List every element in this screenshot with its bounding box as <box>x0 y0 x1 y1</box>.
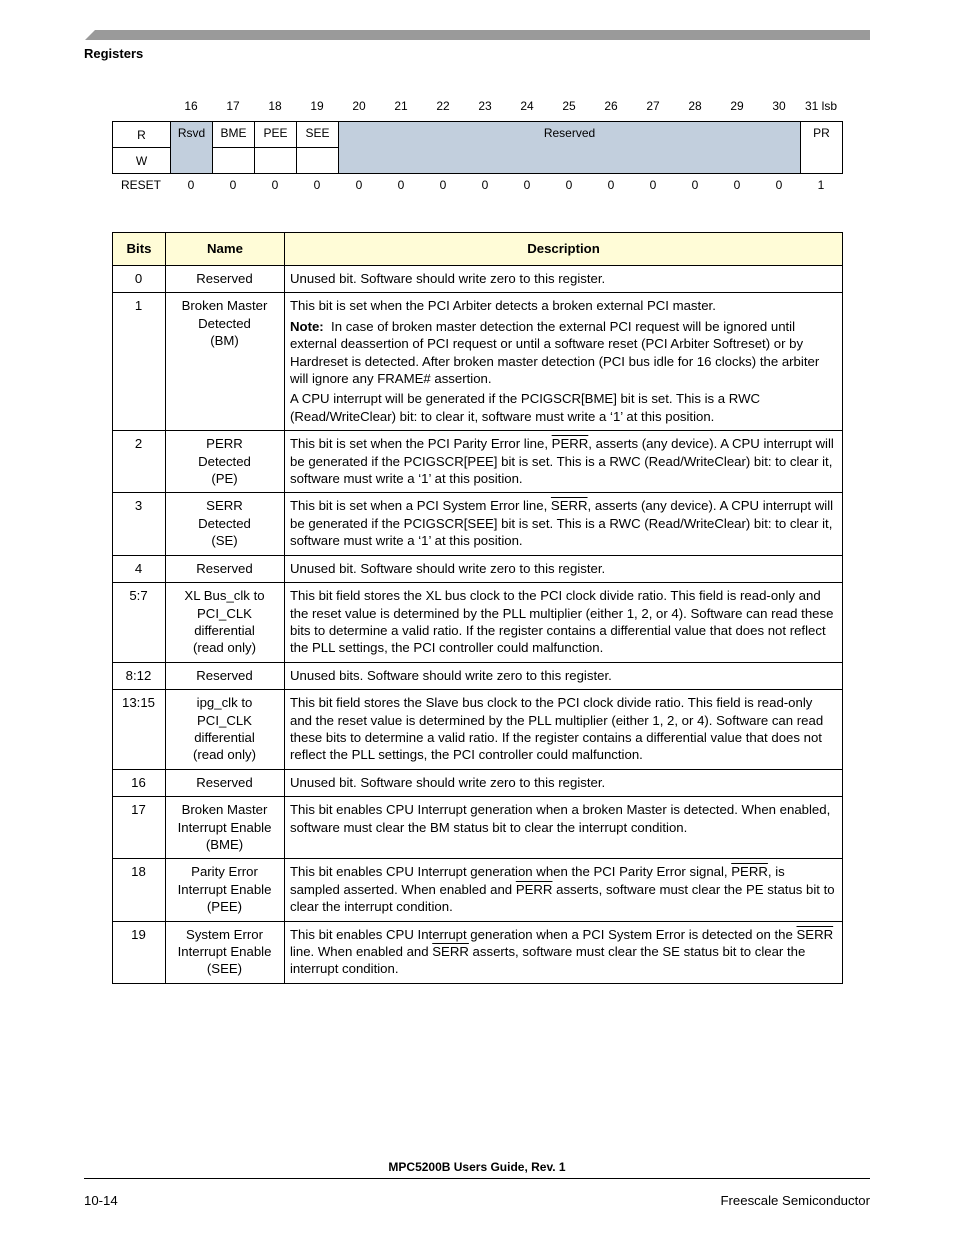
description-cell: This bit is set when a PCI System Error line, SERR, asserts (any device). A CPU interrupt will be generated if the PCIGSCR[SEE] bit is set. This is a RWC (Read/WriteClear) bit: to clear it, software must write a ‘1’ at this position. <box>285 493 843 555</box>
bit-number: 24 <box>520 99 534 113</box>
bit-number: 30 <box>772 99 786 113</box>
description-cell: This bit enables CPU Interrupt generation when a broken Master is detected. When enabled, software must clear the BM status bit to clear the interrupt condition. <box>285 797 843 859</box>
field-pee-write <box>255 148 297 174</box>
table-row <box>113 266 843 293</box>
field-bme-write <box>213 148 255 174</box>
name-cell: Broken Master Detected (BM) <box>166 293 285 431</box>
table-row <box>113 583 843 663</box>
description-cell: Unused bit. Software should write zero to this register. <box>285 555 843 582</box>
table-row <box>113 797 843 859</box>
page-number: 10-14 <box>84 1193 118 1208</box>
register-diagram <box>112 121 843 174</box>
name-cell: Parity Error Interrupt Enable (PEE) <box>166 859 285 921</box>
description-cell: This bit enables CPU Interrupt generation when a PCI System Error is detected on the SERR line. When enabled and SERR asserts, software must clear the SE status bit to clear the interrupt condition. <box>285 921 843 983</box>
header-bar <box>85 30 870 40</box>
note: Note: In case of broken master detection the external PCI request will be ignored until external deassertion of PCI request or until a software reset (PCI Arbiter Softreset) or by Hardreset is detected. After broken master detection (PCI bus idle for 16 clocks) the arbiter will ignore any FRAME# assertion. <box>290 318 820 387</box>
bit-number: 23 <box>478 99 492 113</box>
name-cell: Broken Master Interrupt Enable (BME) <box>166 797 285 859</box>
bits-cell: 4 <box>113 555 166 582</box>
company-name: Freescale Semiconductor <box>720 1193 870 1208</box>
name-cell: Reserved <box>166 769 285 796</box>
table-row <box>113 690 843 770</box>
reset-value: 0 <box>775 178 783 192</box>
reset-value: 0 <box>565 178 573 192</box>
reset-value: 0 <box>355 178 363 192</box>
table-row <box>113 859 843 921</box>
reset-value: 0 <box>397 178 405 192</box>
reset-value: 0 <box>733 178 741 192</box>
reset-value: 0 <box>649 178 657 192</box>
description-cell: This bit is set when the PCI Arbiter detects a broken external PCI master. Note: In case of broken master detection the external PCI request will be ignored until external deassertion of PCI request or until a software reset (PCI Arbiter Softreset) or by Hardreset is detected. After broken master detection (PCI bus idle for 16 clocks) the arbiter will ignore any FRAME# assertion. A CPU interrupt will be generated if the PCIGSCR[BME] bit is set. This is a RWC (Read/WriteClear) bit: to clear it, software must write a ‘1’ at this position. <box>285 293 843 431</box>
field-reserved: Reserved <box>339 122 801 174</box>
reset-value: 0 <box>271 178 279 192</box>
table-row <box>113 493 843 555</box>
name-cell: Reserved <box>166 266 285 293</box>
description-cell: This bit field stores the XL bus clock to the PCI clock divide ratio. This field is read-only and the reset value is determined by the PLL multiplier (either 1, 2, or 4). Software can read these bits to determine a valid ratio. If the register contains a differential value that does not reflect the PLL settings, the PCI controller could malfunction. <box>285 583 843 663</box>
bit-number: 16 <box>184 99 198 113</box>
bit-number: 29 <box>730 99 744 113</box>
bits-cell: 16 <box>113 769 166 796</box>
bits-cell: 1 <box>113 293 166 431</box>
reset-value: 0 <box>313 178 321 192</box>
row-label-read: R <box>113 122 171 148</box>
reset-value: 0 <box>607 178 615 192</box>
bits-cell: 18 <box>113 859 166 921</box>
signal-name: SERR <box>796 926 834 942</box>
name-cell: System Error Interrupt Enable (SEE) <box>166 921 285 983</box>
bit-number-row <box>0 99 954 115</box>
bits-cell: 19 <box>113 921 166 983</box>
note-label: Note: <box>290 318 324 334</box>
name-cell: Reserved <box>166 555 285 582</box>
field-rsvd: Rsvd <box>171 122 213 174</box>
field-see: SEE <box>297 122 339 148</box>
bit-number: 19 <box>310 99 324 113</box>
signal-name: SERR <box>432 944 469 959</box>
signal-name: PERR <box>551 436 589 452</box>
bits-cell: 17 <box>113 797 166 859</box>
field-pee: PEE <box>255 122 297 148</box>
description-cell: Unused bit. Software should write zero to this register. <box>285 266 843 293</box>
description-cell: Unused bits. Software should write zero to this register. <box>285 662 843 689</box>
bits-cell: 13:15 <box>113 690 166 770</box>
row-label-write: W <box>113 148 171 174</box>
reset-value: 1 <box>817 178 825 192</box>
bit-number: 25 <box>562 99 576 113</box>
bits-cell: 0 <box>113 266 166 293</box>
description-cell: This bit field stores the Slave bus clock to the PCI clock divide ratio. This field is read-only and the reset value is determined by the PLL multiplier (either 1, 2, or 4). Software can read these bits to determine a valid ratio. If the register contains a differential value that does not reflect the PLL settings, the PCI controller could malfunction. <box>285 690 843 770</box>
name-cell: PERR Detected (PE) <box>166 431 285 493</box>
bit-number: 21 <box>394 99 408 113</box>
description-cell: Unused bit. Software should write zero to this register. <box>285 769 843 796</box>
table-row <box>113 555 843 582</box>
section-title: Registers <box>84 46 144 61</box>
reset-value: 0 <box>229 178 237 192</box>
bit-number: 18 <box>268 99 282 113</box>
field-see-write <box>297 148 339 174</box>
bits-cell: 2 <box>113 431 166 493</box>
description-cell: This bit is set when the PCI Parity Error line, PERR, asserts (any device). A CPU interrupt will be generated if the PCIGSCR[PEE] bit is set. This is a RWC (Read/WriteClear) bit: to clear it, software must write a ‘1’ at this position. <box>285 431 843 493</box>
reset-value: 0 <box>523 178 531 192</box>
reset-value: 0 <box>691 178 699 192</box>
description-cell: This bit enables CPU Interrupt generation when the PCI Parity Error signal, PERR, is sampled asserted. When enabled and PERR asserts, software must clear the PE status bit to clear the interrupt condition. <box>285 859 843 921</box>
header-name: Name <box>166 233 285 266</box>
bits-cell: 3 <box>113 493 166 555</box>
bit-number: 28 <box>688 99 702 113</box>
reset-value: 0 <box>187 178 195 192</box>
bit-number: 31 lsb <box>804 99 838 113</box>
document-title: MPC5200B Users Guide, Rev. 1 <box>388 1160 566 1174</box>
bit-number: 20 <box>352 99 366 113</box>
bit-number: 26 <box>604 99 618 113</box>
signal-name: PERR <box>731 864 768 880</box>
bit-number: 22 <box>436 99 450 113</box>
name-cell: XL Bus_clk to PCI_CLK differential (read only) <box>166 583 285 663</box>
name-cell: ipg_clk to PCI_CLK differential (read only) <box>166 690 285 770</box>
name-cell: Reserved <box>166 662 285 689</box>
signal-name: PERR <box>515 881 553 897</box>
table-row <box>113 431 843 493</box>
signal-name: SERR <box>550 498 588 514</box>
bit-number: 17 <box>226 99 240 113</box>
name-cell: SERR Detected (SE) <box>166 493 285 555</box>
bits-cell: 8:12 <box>113 662 166 689</box>
table-row <box>113 921 843 983</box>
bit-number: 27 <box>646 99 660 113</box>
reset-row <box>0 178 954 194</box>
header-description: Description <box>285 233 843 266</box>
bits-cell: 5:7 <box>113 583 166 663</box>
bit-description-table <box>112 232 843 984</box>
reset-value: 0 <box>481 178 489 192</box>
field-pr: PR <box>801 122 843 174</box>
table-row <box>113 293 843 431</box>
row-label-reset: RESET <box>120 178 161 192</box>
table-row <box>113 769 843 796</box>
table-row <box>113 662 843 689</box>
footer-rule <box>84 1178 870 1179</box>
reset-value: 0 <box>439 178 447 192</box>
header-bits: Bits <box>113 233 166 266</box>
field-bme: BME <box>213 122 255 148</box>
